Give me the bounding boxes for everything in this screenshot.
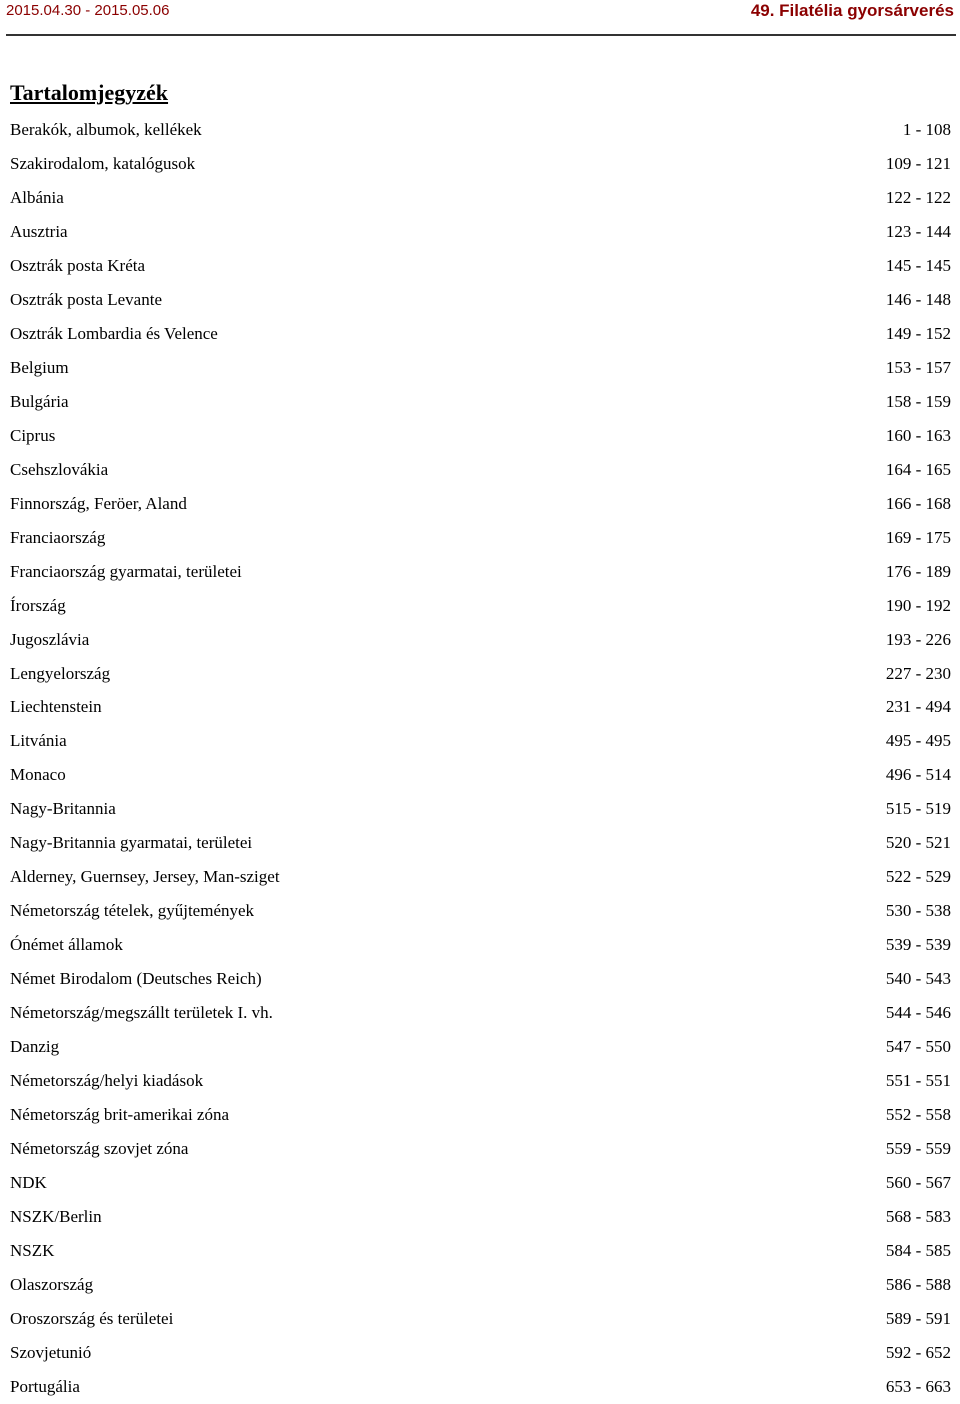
toc-entry[interactable] [10,657,951,691]
toc-entry-label: NSZK [10,1240,55,1260]
toc-entry-pages: 586 - 588 [885,1274,951,1294]
toc-entry-pages: 227 - 230 [885,663,951,683]
toc-entry[interactable] [10,555,951,589]
toc-entry[interactable] [10,249,951,283]
toc-entry[interactable] [10,215,951,249]
toc-entry-label: Németország/megszállt területek I. vh. [10,1003,273,1023]
toc-entry[interactable] [10,1064,951,1098]
toc-entry[interactable] [10,623,951,657]
toc-entry[interactable] [10,589,951,623]
toc-title: Tartalomjegyzék [10,80,169,105]
toc-entry-pages: 231 - 494 [885,697,951,717]
toc-entry[interactable] [10,453,951,487]
toc-entry[interactable] [10,1302,951,1336]
toc-entry[interactable] [10,487,951,521]
toc-entry-pages: 193 - 226 [885,629,951,649]
toc-entry-pages: 560 - 567 [885,1173,951,1193]
toc-entry-label: Írország [10,595,66,615]
toc-entry-label: Szakirodalom, katalógusok [10,153,196,173]
toc-entry[interactable] [10,283,951,317]
toc-entry-pages: 158 - 159 [885,391,951,411]
toc-entry-pages: 146 - 148 [885,289,951,309]
toc-entry[interactable] [10,928,951,962]
page-header [0,0,960,36]
toc-entry-pages: 495 - 495 [885,731,951,751]
toc-entry-pages: 169 - 175 [885,527,951,547]
toc-entry-label: Német Birodalom (Deutsches Reich) [10,969,262,989]
toc-entry-pages: 164 - 165 [885,459,951,479]
toc-entry-label: Finnország, Feröer, Aland [10,493,187,513]
toc-entry-label: Jugoszlávia [10,629,90,649]
toc-entry[interactable] [10,826,951,860]
toc-entry-label: Németország tételek, gyűjtemények [10,901,255,921]
toc-entry-pages: 166 - 168 [885,493,951,513]
toc-entry-label: Osztrák posta Levante [10,289,162,309]
toc-entry-pages: 160 - 163 [885,425,951,445]
toc-entry-label: Oroszország és területei [10,1308,174,1328]
auction-title: 49. Filatélia gyorsárverés [750,1,954,20]
toc-entry-pages: 176 - 189 [885,561,951,581]
toc-entry-pages: 653 - 663 [885,1376,951,1396]
toc-entry-pages: 544 - 546 [885,1003,951,1023]
toc-entry[interactable] [10,724,951,758]
toc-entry-pages: 496 - 514 [885,765,951,785]
toc-entry-label: NDK [10,1173,47,1193]
toc-entry-pages: 1 - 108 [902,120,951,139]
toc-entry-pages: 145 - 145 [885,255,951,275]
date-range: 2015.04.30 - 2015.05.06 [6,2,170,19]
toc-entry-pages: 153 - 157 [885,357,951,377]
toc-entry-label: NSZK/Berlin [10,1207,102,1226]
toc-entry[interactable] [10,860,951,894]
toc-entry-label: Nagy-Britannia [10,799,116,819]
toc-entry[interactable] [10,113,951,147]
header-divider [6,34,956,36]
toc-entry[interactable] [10,419,951,453]
toc-entry[interactable] [10,1234,951,1268]
toc-entry-pages: 522 - 529 [885,867,951,887]
toc-entry[interactable] [10,792,951,826]
toc-entry-pages: 592 - 652 [885,1342,951,1362]
toc-entry-pages: 109 - 121 [885,153,951,173]
toc-entry-pages: 149 - 152 [885,323,951,343]
toc-entry-pages: 547 - 550 [885,1037,951,1057]
toc-entry-pages: 551 - 551 [885,1071,951,1091]
toc-entry-pages: 540 - 543 [885,969,951,989]
toc-entry[interactable] [10,181,951,215]
toc-entry[interactable] [10,1166,951,1200]
toc-entry-label: Liechtenstein [10,697,102,717]
toc-entry-pages: 539 - 539 [885,935,951,955]
toc-entry[interactable] [10,147,951,181]
toc-entry-pages: 122 - 122 [885,187,951,207]
toc-entry[interactable] [10,1030,951,1064]
toc-entry-label: Ciprus [10,425,56,445]
toc-entry-label: Németország brit-amerikai zóna [10,1105,230,1125]
toc-entry[interactable] [10,1200,951,1234]
toc-entry-pages: 559 - 559 [885,1139,951,1159]
toc-entry[interactable] [10,385,951,419]
toc-entry[interactable] [10,1098,951,1132]
toc-entry-label: Alderney, Guernsey, Jersey, Man-sziget [10,867,280,887]
toc-entry-pages: 515 - 519 [885,799,951,819]
toc-entry[interactable] [10,758,951,792]
toc-entry-label: Osztrák posta Kréta [10,255,146,275]
toc-entry-label: Nagy-Britannia gyarmatai, területei [10,833,253,853]
toc-entry[interactable] [10,351,951,385]
toc-entry-label: Osztrák Lombardia és Velence [10,323,218,343]
toc-entry-label: Danzig [10,1037,60,1057]
toc-entry-label: Bulgária [10,391,69,411]
toc-entry[interactable] [10,894,951,928]
toc-entry[interactable] [10,317,951,351]
toc-entry-pages: 584 - 585 [885,1240,951,1260]
toc-entry[interactable] [10,521,951,555]
toc-entry-label: Belgium [10,357,69,377]
toc-entry[interactable] [10,996,951,1030]
toc-entry[interactable] [10,1268,951,1302]
toc-entry-pages: 530 - 538 [885,901,951,921]
toc-entry-label: Németország/helyi kiadások [10,1071,204,1091]
toc-entry-label: Szovjetunió [10,1342,92,1362]
toc-entry-label: Franciaország [10,527,106,547]
toc-entry-label: Lengyelország [10,663,111,683]
toc-entry[interactable] [10,1336,951,1370]
toc-entry-label: Ónémet államok [10,935,123,955]
toc-entry-pages: 190 - 192 [885,595,951,615]
toc-entry-pages: 123 - 144 [885,221,951,241]
toc-entry-label: Csehszlovákia [10,459,109,479]
toc-entry[interactable] [10,690,951,724]
toc-entry-label: Ausztria [10,221,68,241]
toc-entry-label: Litvánia [10,731,67,751]
toc-entry-label: Németország szovjet zóna [10,1139,189,1159]
toc-entry-label: Albánia [10,187,64,207]
toc-entry-label: Monaco [10,765,66,785]
toc-entry-pages: 568 - 583 [885,1207,951,1226]
toc-entry-label: Olaszország [10,1274,94,1294]
toc-entry-pages: 552 - 558 [885,1105,951,1125]
toc-entry-label: Berakók, albumok, kellékek [10,120,202,139]
toc-entry[interactable] [10,1132,951,1166]
toc-entry-pages: 589 - 591 [885,1308,951,1328]
toc-entry[interactable] [10,1370,951,1404]
toc-entry-label: Franciaország gyarmatai, területei [10,561,242,581]
toc-entry-pages: 520 - 521 [885,833,951,853]
table-of-contents [10,113,951,1404]
toc-entry[interactable] [10,962,951,996]
toc-entry-label: Portugália [10,1376,80,1396]
